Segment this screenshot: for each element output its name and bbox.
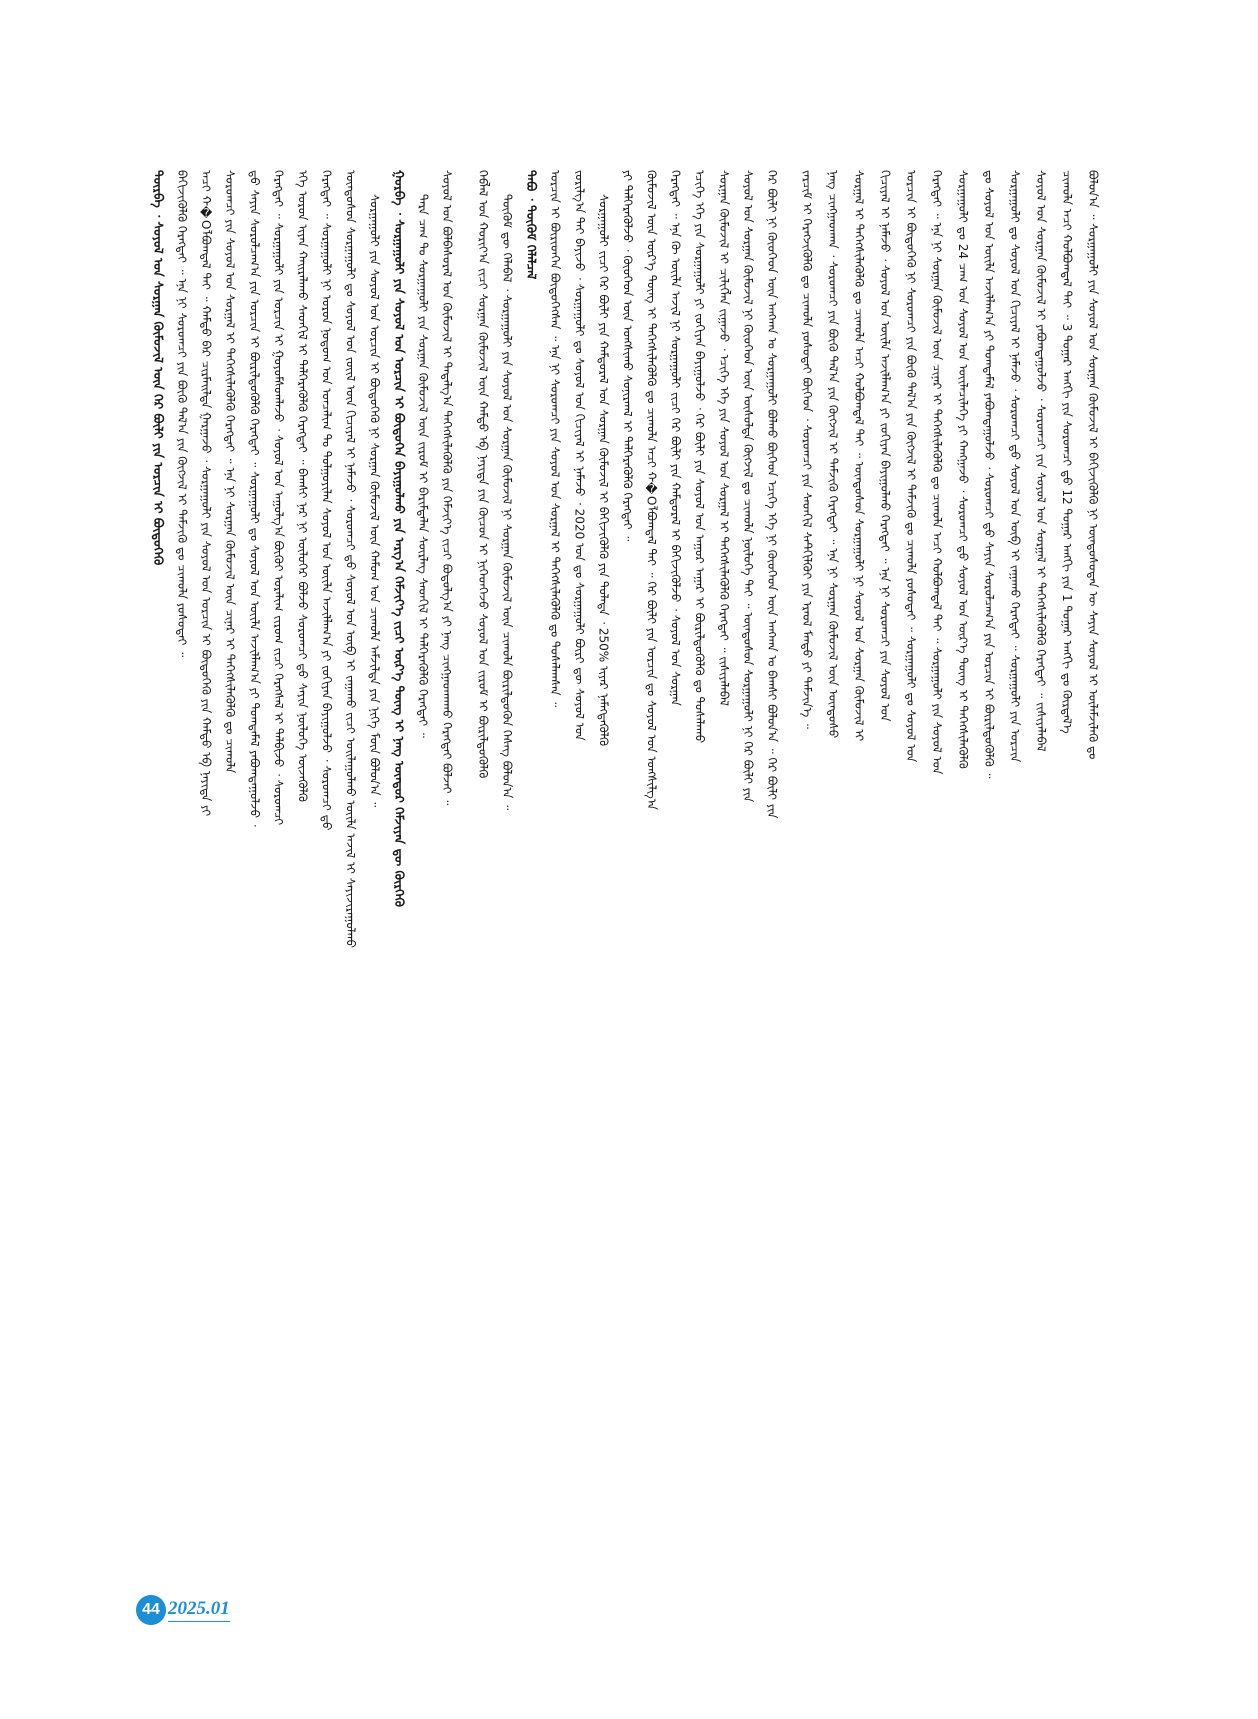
text-line: ᠬᠢᠴᠢᠶᠡᠯ ᠢ ᠨᠡᠮᠡᠵᠦ ᠂ ᠰᠣᠶᠣᠯ ᠤᠨ ᠦᠢᠯᠡ ᠠᠵᠢᠯᠯᠠᠭ᠎ᠠ ᠶᠢ ᠵᠣᠬᠢᠶᠠᠨ ᠪᠠᠶᠢᠭᠤᠯᠬᠤ ᠬᠡᠷᠡᠭᠲᠡᠢ ᠃ ᠡᠨᠡ ᠨᠢ ᠰᠤᠷᠤᠭᠴᠢ ᠶᠢᠨ ᠰᠣᠶᠣᠯ ᠤᠨ (878, 170, 892, 722)
text-line: ᠬᠡᠷᠡᠭᠲᠡᠢ ᠃ ᠡᠨᠡ ᠨᠢ ᠰᠤᠷᠭᠠᠨ ᠬᠦᠮᠦᠵᠢᠯ ᠦᠨ ᠴᠢᠨᠠᠷ ᠢ ᠳᠡᠭᠡᠭᠰᠢᠯᠡᠭᠦᠯᠬᠦ ᠳᠤ ᠴᠢᠬᠤᠯᠠ ᠠᠴᠢ ᠬᠣᠯᠪᠣᠭᠳᠠᠯ ᠲᠠᠢ ᠃ ᠰᠤᠷᠭᠠᠭᠤᠯᠢ ᠶᠢᠨ ᠰᠣᠶᠣᠯ ᠤᠨ (930, 170, 944, 775)
text-line: ᠰᠣᠶᠣᠯ ᠤᠨ ᠰᠤᠷᠭᠠᠨ ᠬᠦᠮᠦᠵᠢᠯ ᠨᠢ ᠬᠦᠦᠬᠡᠳ ᠦᠨ ᠥᠰᠦᠯᠲᠡ ᠬᠥᠭᠵᠢᠯ ᠳᠤ ᠴᠢᠬᠤᠯᠠ ᠨᠥᠯᠦᠭᠡ ᠲᠠᠢ ᠃ ᠦᠨᠳᠦᠰᠦᠨ ᠰᠤᠷᠭᠠᠭᠤᠯᠢ ᠨᠢ ᠭᠡᠷ ᠪᠦᠯᠢ ᠶᠢᠨ (740, 170, 755, 803)
text-line: ᠵᠠᠷᠴᠢᠮ ᠢ ᠬᠡᠷᠡᠭᠵᠢᠭᠦᠯᠬᠦ ᠳᠤ ᠴᠢᠬᠤᠯᠠ ᠶᠤᠰᠤᠲᠠᠢ ᠪᠥᠭᠡᠳ ᠂ ᠰᠤᠷᠤᠭᠴᠢ ᠶᠢᠨ ᠰᠡᠳᠬᠢᠯ ᠰᠡᠲᠬᠢᠯᠬᠦᠢ ᠶᠢᠨ ᠡᠷᠡᠦᠯ ᠮᠡᠨᠳᠦ ᠶᠢ ᠳᠡᠮᠵᠢᠨ᠎ᠡ ᠃ (800, 170, 814, 729)
text-line: ᠰᠤᠷᠭᠠᠭᠤᠯᠢ ᠶᠢᠨ ᠰᠣᠶᠣᠯ ᠤᠨ ᠣᠷᠴᠢᠨ ᠢ ᠪᠦᠲᠦᠭᠡᠬᠦ ᠨᠢ ᠰᠤᠷᠭᠠᠨ ᠬᠦᠮᠦᠵᠢᠯ ᠦᠨ ᠬᠠᠮᠤᠭ ᠤᠨ ᠴᠢᠬᠤᠯᠠ ᠠᠮᠵᠢᠯᠲᠠ ᠶᠢᠨ ᠨᠢᠭᠡ ᠮᠥᠨ ᠪᠣᠯᠤᠨ᠎ᠠ ᠃ (367, 194, 382, 808)
text-line: ᠭᠡᠷ ᠪᠦᠯᠢ ᠨᠢ ᠬᠦᠦᠬᠡᠳ ᠦᠨ ᠠᠩᠬᠠᠨ ᠤ ᠰᠤᠷᠭᠠᠭᠤᠯᠢ ᠪᠣᠯᠬᠤ ᠪᠥᠭᠡᠳ ᠡᠴᠢᠭᠡ ᠡᠬᠡ ᠨᠢ ᠬᠦᠦᠬᠡᠳ ᠦᠨ ᠠᠩᠬᠠᠨ ᠤ ᠪᠠᠭᠰᠢ ᠪᠣᠯᠤᠨ᠎ᠠ ᠃ ᠭᠡᠷ ᠪᠦᠯᠢ ᠶᠢᠨ (764, 170, 779, 819)
text-line: ᠬᠡᠷᠡᠭᠲᠡᠢ ᠃ ᠰᠤᠷᠭᠠᠭᠤᠯᠢ ᠨᠢ ᠣᠷᠤᠨ ᠨᠤᠲᠤᠭ ᠤᠨ ᠣᠨᠴᠠᠯᠢᠭ ᠲᠤ ᠲᠣᠯᠭᠣᠶᠢᠯᠠᠨ ᠰᠣᠶᠣᠯ ᠤᠨ ᠦᠢᠯᠡ ᠠᠵᠢᠯᠯᠠᠭ᠎ᠠ ᠶᠢ ᠵᠣᠬᠢᠶᠠᠨ ᠪᠠᠶᠢᠭᠤᠯᠵᠤ ᠂ ᠰᠤᠷᠤᠭᠴᠢ ᠳ᠋ᠤ (319, 170, 334, 831)
text-line: ᠬᠡᠪᠯᠡᠯ ᠤᠨ ᠬᠣᠷᠢᠶ᠎ᠠ ᠵᠢᠴᠢ ᠰᠤᠷᠭᠠᠨ ᠬᠦᠮᠦᠵᠢᠯ ᠦᠨ ᠬᠠᠮᠲᠤ ᠡᠪ ᠨᠡᠶᠢᠲᠡ ᠶᠢᠨ ᠬᠦᠴᠦᠨ ᠢ ᠨᠢᠭᠡᠳᠭᠡᠵᠦ ᠰᠣᠶᠣᠯ ᠤᠨ ᠵᠢᠷᠤᠮ ᠢ ᠪᠦᠷᠢᠯᠳᠦᠭᠦᠯᠬᠦ (475, 170, 490, 779)
text-line: ᠰᠤᠷᠭᠠᠭᠤᠯᠢ ᠳᠤ 24 ᠴᠠᠭ ᠤᠨ ᠰᠣᠶᠣᠯ ᠤᠨ ᠦᠢᠯᠡᠴᠢᠯᠡᠭᠡ ᠶᠢ ᠬᠠᠩᠭᠠᠵᠤ ᠂ ᠰᠤᠷᠤᠭᠴᠢ ᠳ᠋ᠤ ᠰᠣᠶᠣᠯ ᠤᠨ ᠦᠷ᠎ᠡ ᠳᠦᠩ ᠢ ᠳᠡᠭᠡᠭᠰᠢᠯᠡᠭᠦᠯᠬᠦ (956, 170, 970, 769)
text-line: ᠰᠤᠷᠤᠭᠴᠢ ᠶᠢᠨ ᠰᠣᠶᠣᠯ ᠤᠨ ᠰᠤᠷᠭᠠᠯ ᠢ ᠳᠡᠭᠡᠭᠰᠢᠯᠡᠭᠦᠯᠬᠦ ᠬᠡᠷᠡᠭᠲᠡᠢ ᠃ ᠡᠨᠡ ᠨᠢ ᠰᠤᠷᠭᠠᠨ ᠬᠦᠮᠦᠵᠢᠯ ᠦᠨ ᠴᠢᠨᠠᠷ ᠢ ᠳᠡᠭᠡᠭᠰᠢᠯᠡᠭᠦᠯᠬᠦ ᠳᠤ ᠴᠢᠬᠤᠯᠠ (223, 170, 238, 774)
text-line: ᠪᠡᠬᠢᠵᠢᠭᠦᠯᠬᠦ ᠬᠡᠷᠡᠭᠲᠡᠢ ᠃ ᠡᠨᠡ ᠨᠢ ᠰᠤᠷᠤᠭᠴᠢ ᠶᠢᠨ ᠪᠦᠬᠦ ᠲᠠᠯ᠎ᠠ ᠶᠢᠨ ᠬᠥᠭᠵᠢᠯ ᠢ ᠳᠡᠮᠵᠢᠬᠦ ᠳᠤ ᠴᠢᠬᠤᠯᠠ ᠶᠤᠰᠤᠲᠠᠢ ᠃ (175, 170, 190, 658)
text-line: ᠰᠤᠷᠭᠠᠯ ᠢ ᠳᠡᠭᠡᠭᠰᠢᠯᠡᠭᠦᠯᠬᠦ ᠳᠤ ᠴᠢᠬᠤᠯᠠ ᠠᠴᠢ ᠬᠣᠯᠪᠣᠭᠳᠠᠯ ᠲᠠᠢ ᠃ ᠦᠨᠳᠦᠰᠦᠨ ᠰᠤᠷᠭᠠᠭᠤᠯᠢ ᠨᠢ ᠰᠣᠶᠣᠯ ᠤᠨ ᠰᠤᠷᠭᠠᠨ ᠬᠦᠮᠦᠵᠢᠯ ᠢ (852, 170, 866, 742)
text-line: ᠦᠨᠳᠦᠰᠦᠨ ᠰᠤᠷᠭᠠᠭᠤᠯᠢ ᠳᠤ ᠰᠣᠶᠣᠯ ᠤᠨ ᠵᠦᠢᠯ ᠦᠨ ᠬᠢᠴᠢᠶᠡᠯ ᠢ ᠨᠡᠮᠡᠵᠦ ᠂ ᠰᠤᠷᠤᠭᠴᠢ ᠳ᠋ᠤ ᠰᠣᠶᠣᠯ ᠤᠨ ᠦᠪ ᠢ ᠵᠠᠭᠠᠬᠤ ᠵᠢᠴᠢ ᠣᠢᠯᠠᠭᠤᠯᠬᠤ ᠦᠢᠯᠡ ᠠᠵᠢᠯ ᠢ ᠰᠠᠶᠢᠵᠢᠷᠠᠭᠤᠯᠬᠤ (343, 170, 358, 948)
text-line: ᠣᠷᠴᠢᠨ ᠢ ᠪᠦᠲᠦᠭᠡᠬᠦ ᠨᠢ ᠰᠤᠷᠤᠭᠴᠢ ᠶᠢᠨ ᠪᠦᠬᠦ ᠲᠠᠯ᠎ᠠ ᠶᠢᠨ ᠬᠥᠭᠵᠢᠯ ᠢ ᠳᠡᠮᠵᠢᠬᠦ ᠳᠤ ᠴᠢᠬᠤᠯᠠ ᠶᠤᠰᠤᠲᠠᠢ ᠃ ᠰᠤᠷᠭᠠᠭᠤᠯᠢ ᠳᠤ ᠰᠣᠶᠣᠯ ᠤᠨ (904, 170, 918, 763)
page-number-badge: 44 (136, 1595, 166, 1625)
text-line: ᠬᠡᠷᠡᠭᠲᠡᠢ ᠃ ᠰᠤᠷᠭᠠᠭᠤᠯᠢ ᠶᠢᠨ ᠣᠷᠴᠢᠨ ᠢ ᠭᠣᠶᠣᠮᠰᠤᠭᠯᠠᠵᠤ ᠂ ᠰᠣᠶᠣᠯ ᠤᠨ ᠠᠭᠤᠯᠭ᠎ᠠ ᠪᠦᠬᠦᠢ ᠤᠷᠠᠯᠢᠭ ᠵᠢᠷᠤᠭ ᠵᠢᠴᠢ ᠬᠡᠷᠡᠭᠰᠡᠯ ᠢ ᠲᠠᠯᠪᠢᠵᠤ ᠂ ᠰᠤᠷᠤᠭᠴᠢ (271, 170, 286, 826)
section-heading: ᠭᠤᠷᠪᠠ ᠂ ᠰᠤᠷᠭᠠᠭᠤᠯᠢ ᠶᠢᠨ ᠰᠣᠶᠣᠯ ᠤᠨ ᠣᠷᠴᠢᠨ ᠢ ᠪᠦᠲᠦᠭᠡᠨ ᠪᠠᠶᠢᠭᠤᠯᠬᠤ ᠶᠢᠨ ᠠᠷᠭ᠎ᠠ ᠬᠡᠮᠵᠢᠶ᠎ᠡ ᠵᠢᠴᠢ ᠦᠷ᠎ᠡ ᠳᠦᠩ ᠢ ᠨᠡᠩ ᠦᠨᠳᠦᠷ ᠬᠡᠮᠵᠢᠶᠡᠨ ᠳᠦ ᠬᠦᠷᠭᠡᠬᠦ (391, 170, 407, 907)
text-line: ᠰᠣᠶᠣᠯ ᠤᠨ ᠪᠣᠯᠪᠠᠰᠤᠷᠠᠯ ᠤᠨ ᠬᠦᠮᠦᠵᠢᠯ ᠢ ᠲᠠᠲᠠᠯᠭ᠎ᠠ ᠳᠡᠭᠡᠭᠰᠢᠯᠡᠭᠦᠯᠬᠦ ᠶᠢᠨ ᠬᠡᠮᠵᠢᠶ᠎ᠡ ᠵᠢᠴᠢ ᠪᠣᠳᠤᠯᠭ᠎ᠠ ᠶᠢ ᠨᠡᠩ ᠴᠢᠩᠭᠠᠳᠬᠠᠬᠤ ᠬᠡᠷᠡᠭᠲᠡᠢ ᠪᠣᠯᠵᠠᠢ ᠃ (439, 170, 454, 806)
text-line: ᠰᠤᠷᠭᠠᠨ ᠬᠦᠮᠦᠵᠢᠯ ᠢ ᠴᠢᠯᠢᠭᠯᠡᠨ ᠵᠢᠭᠠᠵᠤ ᠂ ᠡᠴᠢᠭᠡ ᠡᠬᠡ ᠶᠢᠨ ᠰᠣᠶᠣᠯ ᠤᠨ ᠰᠤᠷᠭᠠᠯ ᠢ ᠳᠡᠭᠡᠭᠰᠢᠯᠡᠭᠦᠯᠬᠦ ᠬᠡᠷᠡᠭᠲᠡᠢ ᠃ ᠵᠢᠱᠢᠶᠡᠯᠡᠪᠡᠯ (716, 170, 731, 706)
text-line: ᠲᠡᠷᠡ ᠴᠠᠭ ᠲᠤ ᠰᠤᠷᠭᠠᠭᠤᠯᠢ ᠶᠢᠨ ᠰᠤᠷᠭᠠᠨ ᠬᠦᠮᠦᠵᠢᠯ ᠦᠨ ᠵᠢᠷᠤᠮ ᠢ ᠪᠠᠷᠢᠮᠲᠠᠯᠠᠨ ᠰᠦᠷᠯᠡᠭ ᠰᠡᠳᠬᠢᠯ ᠢ ᠲᠡᠯᠭᠡᠷᠡᠭᠦᠯᠬᠦ ᠬᠡᠷᠡᠭᠲᠡᠢ ᠃ (415, 194, 430, 738)
text-line: ᠳᠤ ᠰᠣᠶᠣᠯ ᠤᠨ ᠦᠢᠯᠡ ᠠᠵᠢᠯᠯᠠᠭ᠎ᠠ ᠶᠢ ᠲᠣᠭᠲᠠᠮᠠᠯ ᠶᠠᠪᠤᠭᠳᠠᠭᠤᠯᠵᠤ ᠂ ᠰᠤᠷᠤᠭᠴᠢ ᠳ᠋ᠤ ᠰᠠᠶᠢᠨ ᠰᠤᠷᠤᠯᠴᠠᠭ᠎ᠠ ᠶᠢᠨ ᠣᠷᠴᠢᠨ ᠢ ᠪᠦᠷᠢᠯᠳᠦᠭᠦᠯᠬᠦ ᠃ (982, 170, 996, 779)
text-line: ᠰᠤᠷᠭᠠᠭᠤᠯᠢ ᠵᠢᠴᠢ ᠭᠡᠷ ᠪᠦᠯᠢ ᠶᠢᠨ ᠬᠠᠮᠲᠤᠷᠠᠯ ᠤᠨ ᠰᠤᠷᠭᠠᠨ ᠬᠦᠮᠦᠵᠢᠯ ᠢ ᠪᠡᠬᠢᠵᠢᠭᠦᠯᠬᠦ ᠶᠢᠨ ᠲᠤᠯᠠᠳᠠ ᠂ 250% ᠢᠶᠠᠷ ᠨᠡᠮᠡᠭᠳᠡᠭᠦᠯᠬᠦ (596, 194, 611, 747)
issue-label: 2025.01 (168, 1598, 230, 1622)
section-heading: ᠳᠥᠷᠪᠡ ᠂ ᠰᠣᠶᠣᠯ ᠤᠨ ᠰᠤᠷᠭᠠᠨ ᠬᠦᠮᠦᠵᠢᠯ ᠦᠨ ᠭᠡᠷ ᠪᠦᠯᠢ ᠶᠢᠨ ᠣᠷᠴᠢᠨ ᠢ ᠪᠦᠲᠦᠭᠡᠬᠦ (150, 170, 166, 566)
text-line: ᠶᠢ ᠳᠡᠯᠭᠡᠷᠡᠭᠦᠯᠵᠦ ᠂ ᠬᠦᠦᠬᠡᠳ ᠦᠨ ᠤᠩᠰᠢᠬᠤ ᠰᠣᠨᠢᠷᠬᠠᠯ ᠢ ᠲᠡᠯᠭᠡᠷᠡᠭᠦᠯᠬᠦ ᠬᠡᠷᠡᠭᠲᠡᠢ ᠃ (620, 170, 635, 542)
section-heading: ᠲᠠᠪᠤ ᠂ ᠳᠦᠭᠦᠮ ᠬᠡᠯᠡᠯᠴᠡᠯ (524, 170, 540, 280)
text-line: ᠬᠦᠮᠦᠵᠢᠯ ᠦᠨ ᠦᠷ᠎ᠡ ᠳᠦᠩ ᠢ ᠳᠡᠭᠡᠭᠰᠢᠯᠡᠭᠦᠯᠬᠦ ᠳᠤ ᠴᠢᠬᠤᠯᠠ ᠠᠴᠢ ᠬ�Оᠯᠪᠣᠭᠳᠠᠯ ᠲᠠᠢ ᠃ ᠭᠡᠷ ᠪᠦᠯᠢ ᠶᠢᠨ ᠣᠷᠴᠢᠨ ᠳᠤ ᠰᠣᠶᠣᠯ ᠤᠨ ᠤᠩᠰᠢᠯᠭ᠎ᠠ (644, 170, 659, 810)
text-line: ᠵᠣᠷᠢᠯᠭ᠎ᠠ ᠲᠠᠢ ᠪᠠᠶᠢᠵᠤ ᠂ ᠰᠤᠷᠭᠠᠭᠤᠯᠢ ᠳᠤ ᠰᠣᠶᠣᠯ ᠤᠨ ᠬᠢᠴᠢᠶᠡᠯ ᠢ ᠨᠡᠮᠡᠵᠦ ᠂ 2020 ᠣᠨ ᠳᠤ ᠰᠤᠷᠭᠠᠭᠤᠯᠢ ᠪᠦᠷᠢ ᠳᠦ ᠰᠣᠶᠣᠯ ᠤᠨ (572, 170, 587, 741)
text-column-right (793, 170, 1106, 1650)
text-line: ᠰᠤᠷᠭᠠᠭᠤᠯᠢ ᠳᠤ ᠰᠣᠶᠣᠯ ᠤᠨ ᠬᠢᠴᠢᠶᠡᠯ ᠢ ᠨᠡᠮᠡᠵᠦ ᠂ ᠰᠤᠷᠤᠭᠴᠢ ᠳ᠋ᠤ ᠰᠣᠶᠣᠯ ᠤᠨ ᠦᠪ ᠢ ᠵᠠᠭᠠᠬᠤ ᠬᠡᠷᠡᠭᠲᠡᠢ ᠃ ᠰᠤᠷᠭᠠᠭᠤᠯᠢ ᠶᠢᠨ ᠣᠷᠴᠢᠨ (1008, 170, 1022, 763)
text-line: ᠰᠣᠶᠣᠯ ᠤᠨ ᠰᠤᠷᠭᠠᠨ ᠬᠦᠮᠦᠵᠢᠯ ᠢ ᠶᠠᠪᠤᠭᠳᠠᠭᠤᠯᠵᠤ ᠂ ᠰᠤᠷᠤᠭᠴᠢ ᠶᠢᠨ ᠰᠣᠶᠣᠯ ᠤᠨ ᠰᠤᠷᠭᠠᠯ ᠢ ᠳᠡᠭᠡᠭᠰᠢᠯᠡᠭᠦᠯᠬᠦ ᠬᠡᠷᠡᠭᠲᠡᠢ ᠃ ᠵᠢᠱᠢᠶᠡᠯᠡᠪᠡᠯ (1034, 170, 1048, 752)
text-column-middle (470, 170, 783, 1650)
text-line: ᠡᠬᠡ ᠣᠷᠤᠨ ᠢᠶᠠᠨ ᠬᠠᠢᠷᠠᠯᠠᠬᠤ ᠰᠡᠳᠬᠢᠯ ᠢ ᠲᠡᠯᠭᠡᠷᠡᠭᠦᠯᠬᠦ ᠬᠡᠷᠡᠭᠲᠡᠢ ᠃ ᠪᠠᠭᠰᠢ ᠨᠠᠷ ᠨᠢ ᠦᠯᠦᠭᠡᠷ ᠪᠣᠯᠵᠤ ᠰᠤᠷᠤᠭᠴᠢ ᠳ᠋ᠤ ᠰᠠᠶᠢᠨ ᠨᠥᠯᠦᠭᠡ ᠦᠵᠡᠭᠦᠯᠬᠦ (295, 170, 310, 802)
text-line: ᠠᠴᠢ ᠬ�Оᠯᠪᠣᠭᠳᠠᠯ ᠲᠠᠢ ᠃ ᠬᠠᠮᠲᠤ ᠪᠡᠷ ᠴᠢᠷᠮᠠᠢᠯᠲᠠ ᠭᠠᠷᠭᠠᠵᠤ ᠂ ᠰᠤᠷᠭᠠᠭᠤᠯᠢ ᠶᠢᠨ ᠰᠣᠶᠣᠯ ᠤᠨ ᠣᠷᠴᠢᠨ ᠢ ᠪᠦᠲᠦᠭᠡᠬᠦ ᠶᠢᠨ ᠬᠠᠮᠲᠤ ᠡᠪ ᠨᠡᠶᠢᠲᠡ ᠶᠢ (199, 170, 214, 817)
text-line: ᠳ᠋ᠤ ᠰᠠᠶᠢᠨ ᠰᠤᠷᠤᠯᠴᠠᠭ᠎ᠠ ᠶᠢᠨ ᠣᠷᠴᠢᠨ ᠢ ᠪᠦᠷᠢᠯᠳᠦᠭᠦᠯᠬᠦ ᠬᠡᠷᠡᠭᠲᠡᠢ ᠃ ᠰᠤᠷᠭᠠᠭᠤᠯᠢ ᠳᠤ ᠰᠣᠶᠣᠯ ᠤᠨ ᠦᠢᠯᠡ ᠠᠵᠢᠯᠯᠠᠭ᠎ᠠ ᠶᠢ ᠲᠣᠭᠲᠠᠮᠠᠯ ᠶᠠᠪᠤᠭᠳᠠᠭᠤᠯᠵᠤ ᠂ (247, 170, 262, 827)
text-line: ᠨᠡᠩ ᠴᠢᠩᠭᠠᠳᠬᠠᠨ ᠂ ᠰᠤᠷᠤᠭᠴᠢ ᠶᠢᠨ ᠪᠦᠬᠦ ᠲᠠᠯ᠎ᠠ ᠶᠢᠨ ᠬᠥᠭᠵᠢᠯ ᠢ ᠳᠡᠮᠵᠢᠬᠦ ᠬᠡᠷᠡᠭᠲᠡᠢ ᠃ ᠡᠨᠡ ᠨᠢ ᠰᠤᠷᠭᠠᠨ ᠬᠦᠮᠦᠵᠢᠯ ᠦᠨ ᠦᠨᠳᠦᠰᠦ (826, 170, 840, 739)
text-line: ᠬᠡᠷᠡᠭᠲᠡᠢ ᠃ ᠡᠨᠡ ᠬᠦ ᠦᠢᠯᠡ ᠠᠵᠢᠯ ᠨᠢ ᠰᠤᠷᠭᠠᠭᠤᠯᠢ ᠵᠢᠴᠢ ᠭᠡᠷ ᠪᠦᠯᠢ ᠶᠢᠨ ᠬᠠᠮᠲᠤᠷᠠᠯ ᠢ ᠪᠡᠬᠢᠵᠢᠭᠦᠯᠵᠦ ᠂ ᠰᠣᠶᠣᠯ ᠤᠨ ᠰᠤᠷᠭᠠᠨ (668, 170, 683, 706)
text-line: ᠪᠣᠯᠤᠨ᠎ᠠ ᠃ ᠰᠤᠷᠭᠠᠭᠤᠯᠢ ᠶᠢᠨ ᠰᠣᠶᠣᠯ ᠤᠨ ᠰᠤᠷᠭᠠᠨ ᠬᠦᠮᠦᠵᠢᠯ ᠢ ᠪᠡᠬᠢᠵᠢᠭᠦᠯᠬᠦ ᠨᠢ ᠦᠨᠳᠦᠰᠦᠲᠡᠨ ᠦ ᠰᠠᠶᠢᠨ ᠰᠣᠶᠣᠯ ᠢ ᠦᠯᠡᠮᠵᠢᠯᠡᠬᠦ ᠳᠤ (1086, 170, 1100, 760)
text-line: ᠣᠷᠴᠢᠨ ᠢ ᠪᠦᠷᠢᠳᠬᠡᠨ ᠪᠦᠲᠦᠭᠡᠭᠰᠡᠨ ᠃ ᠡᠨᠡ ᠨᠢ ᠰᠤᠷᠤᠭᠴᠢ ᠶᠢᠨ ᠰᠣᠶᠣᠯ ᠤᠨ ᠰᠤᠷᠭᠠᠯ ᠢ ᠳᠡᠭᠡᠭᠰᠢᠯᠡᠭᠦᠯᠬᠦ ᠳᠤ ᠲᠤᠰᠠᠯᠠᠭᠰᠠᠨ ᠃ (548, 170, 563, 708)
text-line: ᠳᠦᠭᠦᠮ ᠳᠦ ᠬᠡᠯᠡᠪᠡᠯ ᠂ ᠰᠤᠷᠭᠠᠭᠤᠯᠢ ᠶᠢᠨ ᠰᠣᠶᠣᠯ ᠤᠨ ᠰᠤᠷᠭᠠᠨ ᠬᠦᠮᠦᠵᠢᠯ ᠨᠢ ᠰᠤᠷᠭᠠᠨ ᠬᠦᠮᠦᠵᠢᠯ ᠦᠨ ᠴᠢᠬᠤᠯᠠ ᠪᠦᠷᠢᠯᠳᠦᠬᠦᠨ ᠬᠡᠰᠡᠭ ᠪᠣᠯᠤᠨ᠎ᠠ ᠃ (500, 194, 515, 811)
text-line: ᠡᠴᠢᠭᠡ ᠡᠬᠡ ᠶᠢᠨ ᠰᠤᠷᠭᠠᠭᠤᠯᠢ ᠶᠢ ᠵᠣᠬᠢᠶᠠᠨ ᠪᠠᠶᠢᠭᠤᠯᠵᠤ ᠂ ᠭᠡᠷ ᠪᠦᠯᠢ ᠶᠢᠨ ᠰᠣᠶᠣᠯ ᠤᠨ ᠠᠭᠤᠷ ᠠᠭᠠᠷ ᠢ ᠪᠦᠷᠢᠯᠳᠦᠭᠦᠯᠬᠦ ᠳᠤ ᠲᠤᠰᠠᠯᠠᠬᠤ (692, 170, 707, 744)
text-column-left (145, 170, 458, 1650)
text-line: ᠴᠢᠬᠤᠯᠠ ᠠᠴᠢ ᠬᠣᠯᠪᠣᠭᠳᠠᠯ ᠲᠠᠢ ᠃ 3 ᠳᠤᠭᠠᠷ ᠠᠩᠭᠢ ᠶᠢᠨ ᠰᠤᠷᠤᠭᠴᠢ ᠳ᠋ᠤ 12 ᠳᠤᠭᠠᠷ ᠠᠩᠭᠢ ᠶᠢᠨ 1 ᠳᠤᠭᠠᠷ ᠠᠩᠭᠢ ᠳᠤ ᠬᠦᠷᠲᠡᠯ᠎ᠡ (1060, 170, 1074, 734)
page-footer (136, 1595, 230, 1625)
